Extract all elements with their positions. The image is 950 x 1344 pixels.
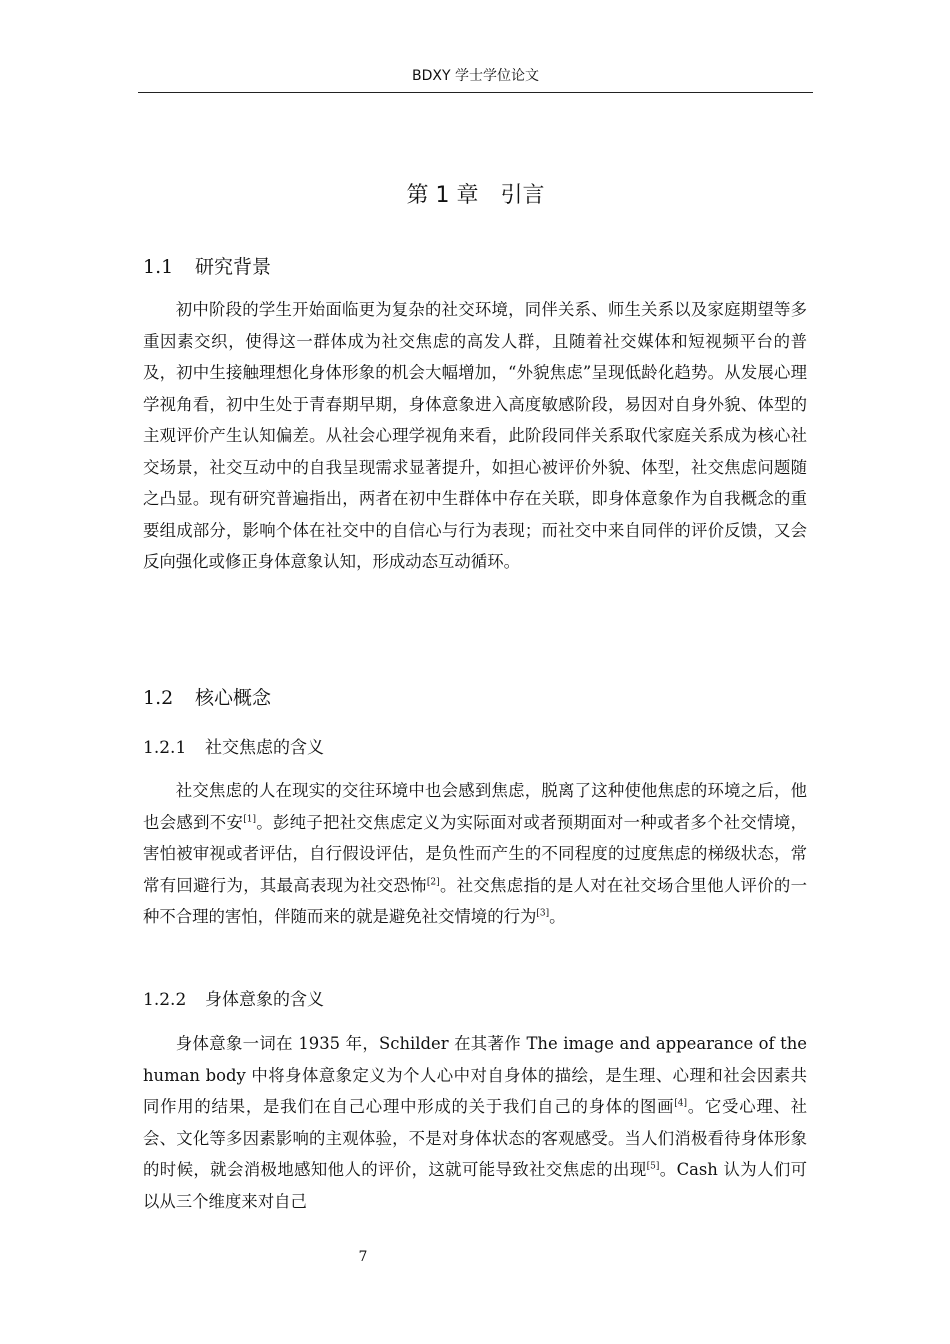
- citation-ref: [2]: [426, 877, 440, 888]
- page-number: 7: [358, 1249, 368, 1265]
- subsection-title: 社交焦虑的含义: [205, 738, 324, 758]
- running-header: BDXY 学士学位论文: [412, 68, 539, 84]
- paragraph-body-image: [143, 1028, 807, 1217]
- subsection-title: 身体意象的含义: [205, 990, 324, 1010]
- paragraph-social-anxiety: [143, 775, 807, 933]
- chapter-name: 引言: [500, 183, 545, 208]
- citation-ref: [4]: [674, 1098, 688, 1109]
- paragraph-research-background: 初中阶段的学生开始面临更为复杂的社交环境，同伴关系、师生关系以及家庭期望等多重因素交织，使得这一群体成为社交焦虑的高发人群，且随着社交媒体和短视频平台的普及，初中生接触理想化身体形象的机会大幅增加，“外貌焦虑”呈现低龄化趋势。从发展心理学视角看，初中生处于青春期早期，身体意象进入高度敏感阶段，易因对自身外貌、体型的主观评价产生认知偏差。从社会心理学视角来看，此阶段同伴关系取代家庭关系成为核心社交场景，社交互动中的自我呈现需求显著提升，如担心被评价外貌、体型，社交焦虑问题随之凸显。现有研究普遍指出，两者在初中生群体中存在关联，即身体意象作为自我概念的重要组成部分，影响个体在社交中的自信心与行为表现；而社交中来自同伴的评价反馈，又会反向强化或修正身体意象认知，形成动态互动循环。: [143, 300, 807, 571]
- subsection-number: 1.2.1: [143, 738, 187, 758]
- text-run: 社交焦虑的人在现实的交往环境中也会感到焦虑，脱离了这种使他焦虑的环境之后，他也会感到不安: [143, 781, 807, 832]
- chapter-title: [138, 180, 813, 212]
- subsection-heading-1-2-2: [143, 987, 324, 1013]
- section-heading-1-2: [143, 684, 271, 712]
- text-run: 。彭纯子把社交焦虑定义为实际面对或者预期面对一种或者多个社交情境，害怕被审视或者评估，自行假设评估，是负性而产生的不同程度的过度焦虑的梯级状态，常常有回避行为，其最高表现为社交恐怖: [143, 812, 808, 895]
- chapter-label: 第 1 章: [406, 183, 479, 208]
- text-run: 。它受心理、社会、文化等多因素影响的主观体验，不是对身体状态的客观感受。当人们消极看待身体形象的时候，就会消极地感知他人的评价，这就可能导致社交焦虑的出现: [143, 1097, 807, 1179]
- text-run: 身体意象一词在 1935 年，Schilder 在其著作 The image and appearance of the human body 中将身体意象定义为个人心中对自身体的描绘，是生理、心理和社会因素共同作用的结果，是我们在自己心理中形成的关于我们自己的身体的图画: [143, 1034, 807, 1116]
- citation-ref: [3]: [536, 908, 550, 919]
- citation-ref: [1]: [243, 814, 256, 825]
- section-title: 核心概念: [195, 687, 272, 709]
- text-run: 。Cash 认为人们可以从三个维度来对自己: [143, 1160, 808, 1211]
- text-run: 。社交焦虑指的是人对在社交场合里他人评价的一种不合理的害怕，伴随而来的就是避免社交情境的行为: [143, 875, 808, 926]
- section-heading-1-1: [143, 253, 271, 281]
- section-number: 1.1: [143, 256, 174, 278]
- citation-ref: [5]: [646, 1161, 660, 1172]
- header-rule: [138, 92, 813, 93]
- subsection-number: 1.2.2: [143, 990, 187, 1010]
- section-title: 研究背景: [195, 256, 272, 278]
- subsection-heading-1-2-1: [143, 735, 324, 761]
- text-run: 。: [549, 907, 566, 926]
- section-number: 1.2: [143, 687, 174, 709]
